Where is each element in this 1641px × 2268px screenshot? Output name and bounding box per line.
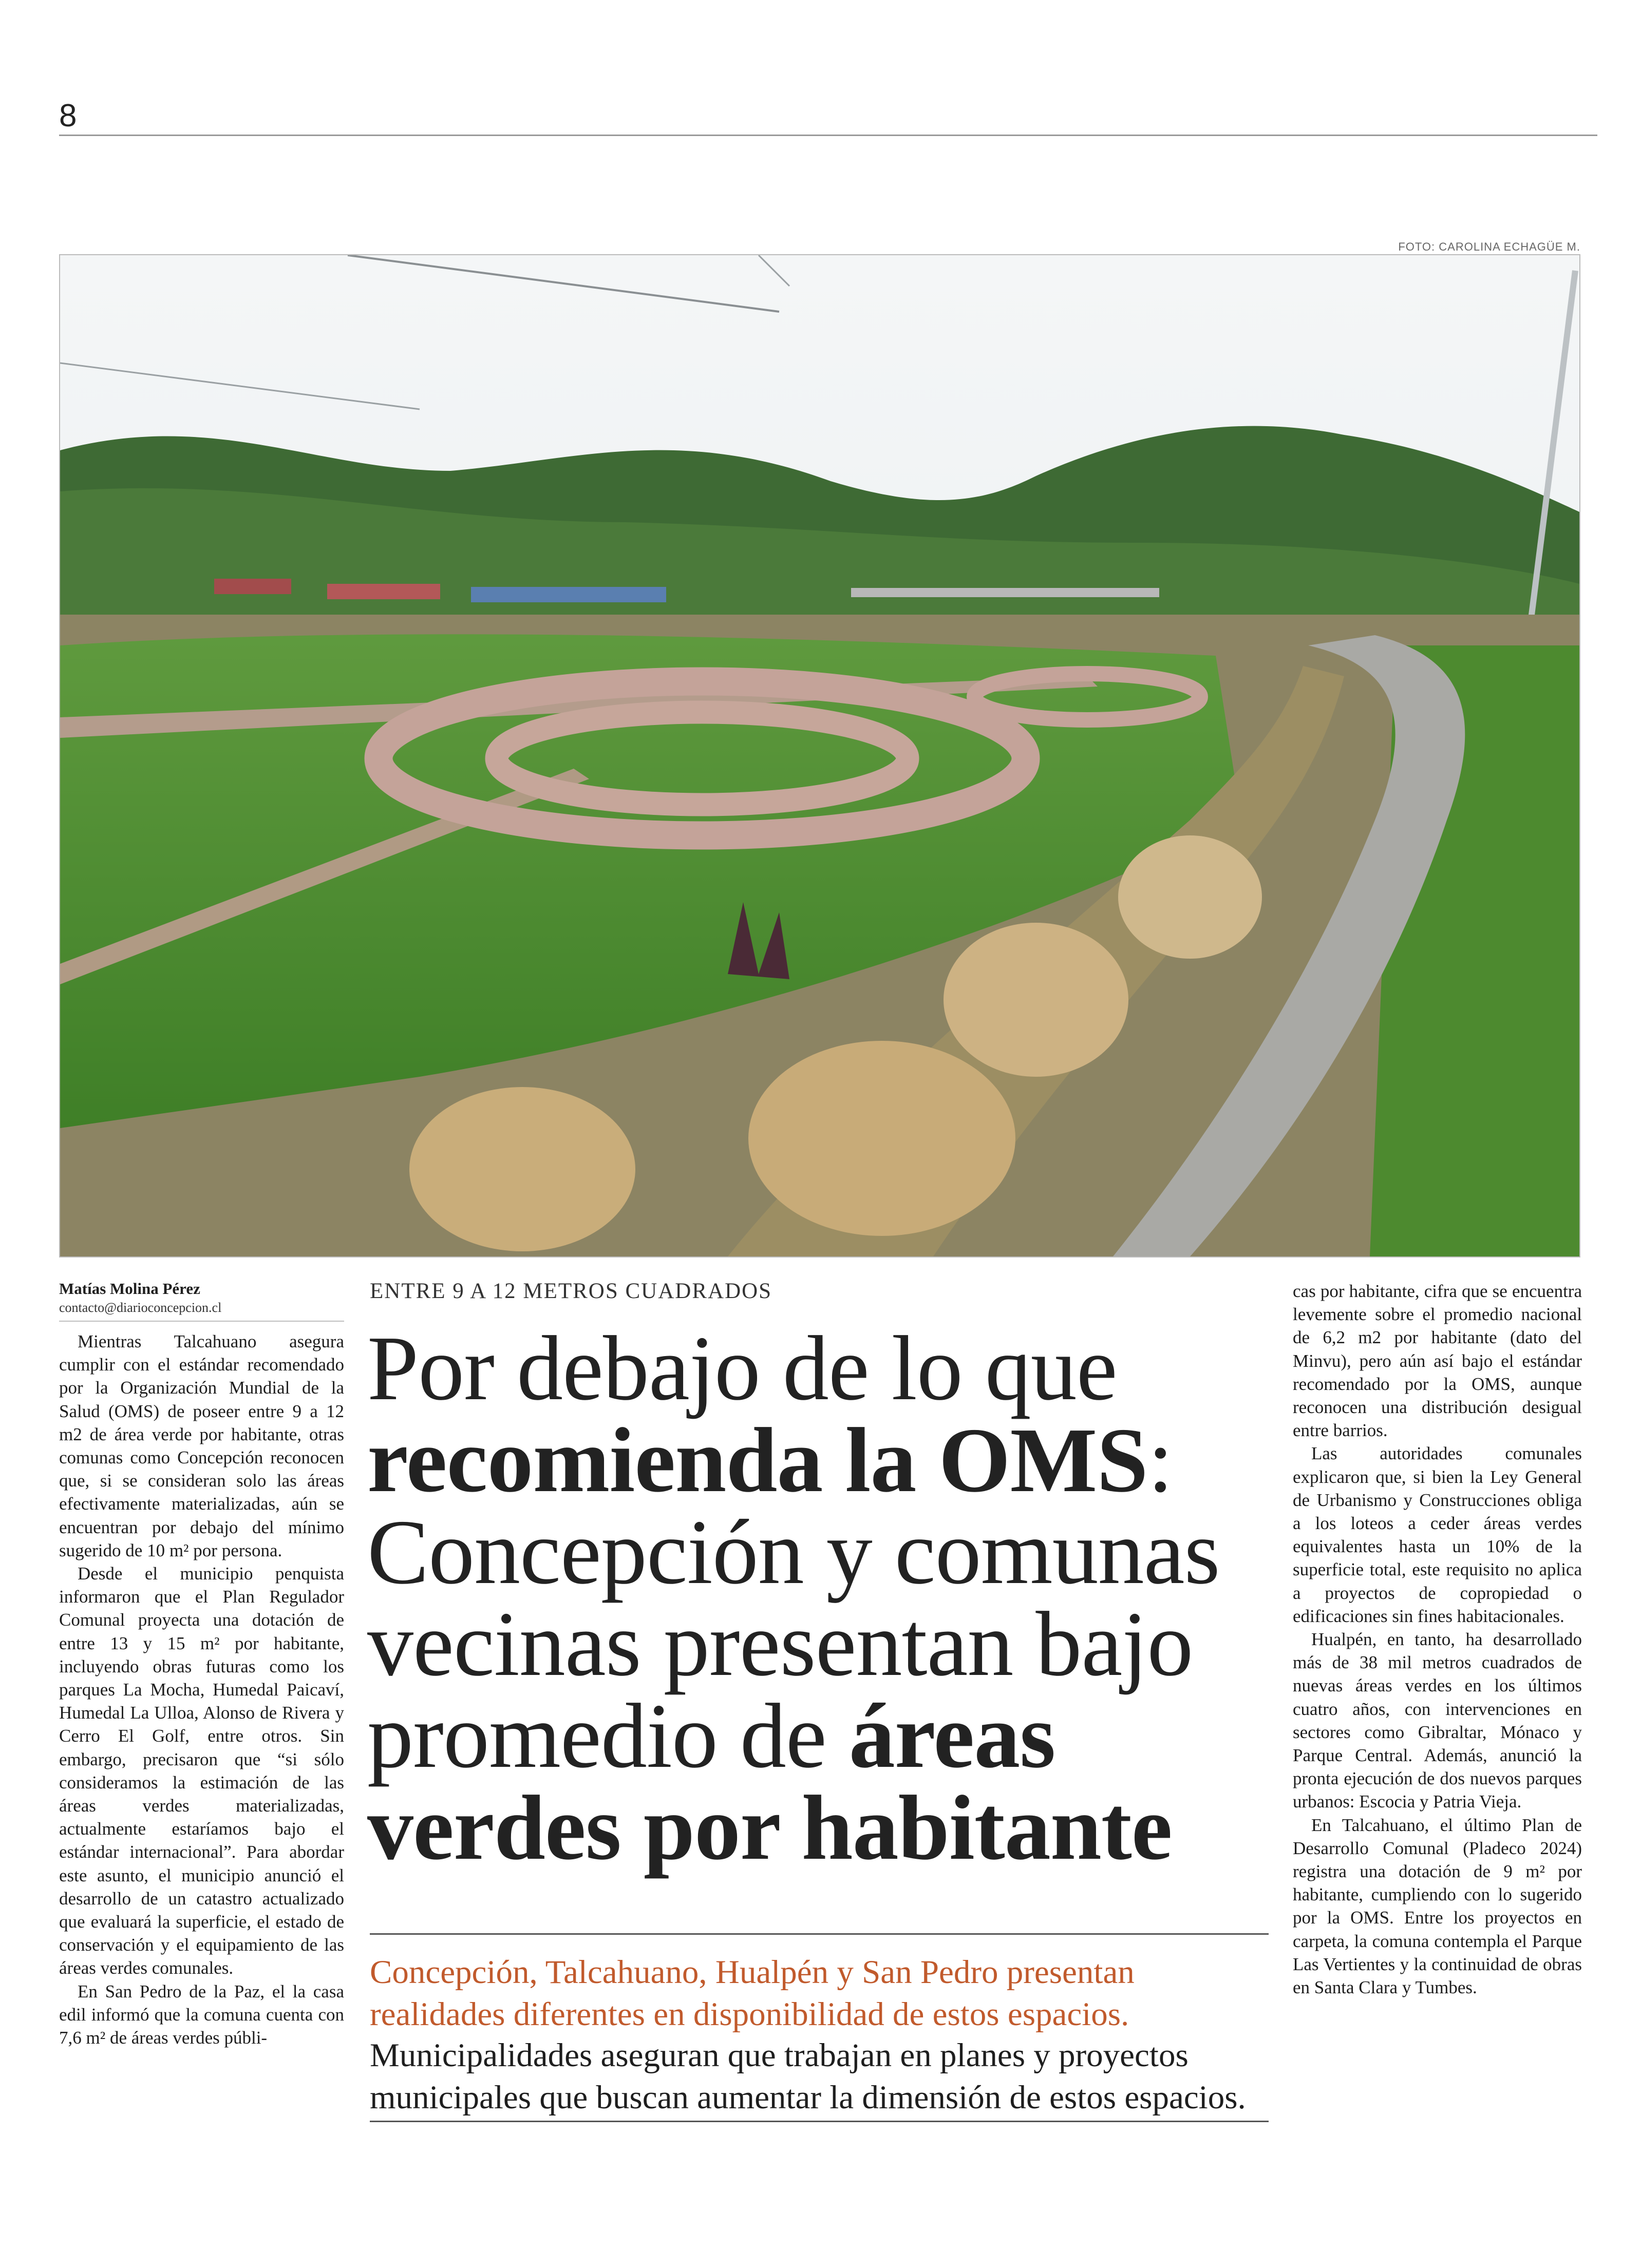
headline-line <box>367 1777 1271 1879</box>
kicker: ENTRE 9 A 12 METROS CUADRADOS <box>370 1279 772 1303</box>
headline-rule <box>370 1933 1269 1935</box>
page-number: 8 <box>59 98 77 134</box>
author-name: Matías Molina Pérez <box>59 1280 200 1298</box>
top-rule <box>59 135 1597 136</box>
headline-line: vecinas presentan bajo <box>367 1593 1193 1695</box>
right-paragraph: Las autoridades comunales explicaron que, si bien la Ley General de Urbanismo y Construcciones obliga a los loteos a ceder áreas verdes equivalentes hasta un 10% de la superficie total, este requisito no aplica a proyectos de copropiedad o edificaciones sin fines habitacionales. <box>1293 1443 1582 1626</box>
headline-line: Por debajo de lo que <box>367 1317 1117 1419</box>
left-paragraph: Desde el municipio penquista informaron que el Plan Regulador Comunal proyecta una dotación de entre 13 y 15 m² por habitante, incluyendo obras futuras como los parques La Mocha, Humedal Paicaví, Humedal La Ulloa, Alonso de Rivera y Cerro El Golf, entre otros. Sin embargo, precisaron que “si sólo consideramos la estimación de las áreas verdes materializadas, actualmente estaríamos bajo el estándar internacional”. Para abordar este asunto, el municipio anunció el desarrollo de un catastro actualizado que evaluará la superficie, el estado de conservación y el equipamiento de las áreas verdes comunales. <box>59 1564 344 1978</box>
left-paragraph: En San Pedro de la Paz, el la casa edil informó que la comuna cuenta con 7,6 m² de áreas verdes públi- <box>59 1981 344 2048</box>
right-paragraph: En Talcahuano, el último Plan de Desarrollo Comunal (Pladeco 2024) registra una dotación de 9 m² por habitante, cumpliendo con lo sugerido por la OMS. Entre los proyectos en carpeta, la comuna contempla el Parque Las Vertientes y la continuidad de obras en Santa Clara y Tumbes. <box>1293 1815 1582 1998</box>
headline-line: Concepción y comunas <box>367 1501 1220 1603</box>
headline-bold: áreas <box>848 1685 1055 1787</box>
headline-bold: recomienda la OMS <box>367 1409 1148 1511</box>
right-paragraph: Hualpén, en tanto, ha desarrollado más de 38 mil metros cuadrados de nuevas áreas verdes en los últimos cuatro años, con intervenciones en sectores como Gibraltar, Mónaco y Parque Central. Además, anunció la pronta ejecución de dos nuevos parques urbanos: Escocia y Patria Vieja. <box>1293 1629 1582 1812</box>
photo-park-image <box>60 255 1579 1256</box>
headline-line <box>367 1409 1271 1511</box>
headline-colon: : <box>1147 1409 1173 1511</box>
photo-credit: FOTO: CAROLINA ECHAGÜE M. <box>1398 240 1580 253</box>
author-email: contacto@diarioconcepcion.cl <box>59 1300 222 1315</box>
right-column <box>1293 1280 1582 1999</box>
headline-bold: verdes por habitante <box>367 1777 1172 1879</box>
lede-body: Municipalidades aseguran que trabajan en planes y proyectos municipales que buscan aumentar la dimensión de estos espacios. <box>370 2037 1246 2116</box>
headline-line <box>367 1685 1271 1787</box>
right-paragraph: cas por habitante, cifra que se encuentra levemente sobre el promedio nacional de 6,2 m2 por habitante (dato del Minvu), pero aún así bajo el estándar recomendado por la OMS, aunque reconocen una distribución desigual entre barrios. <box>1293 1281 1582 1441</box>
left-column <box>59 1330 344 2049</box>
lede-accent: Concepción, Talcahuano, Hualpén y San Pedro presentan realidades diferentes en disponibilidad de estos espacios. <box>370 1954 1135 2033</box>
headline <box>367 1317 1271 1879</box>
article-photo <box>59 254 1580 1257</box>
byline-divider <box>59 1321 344 1322</box>
lede-bottom-rule <box>370 2121 1269 2122</box>
headline-regular: promedio de <box>367 1685 849 1787</box>
left-paragraph: Mientras Talcahuano asegura cumplir con el estándar recomendado por la Organización Mundial de la Salud (OMS) de poseer entre 9 a 12 m2 de área verde por habitante, otras comunas como Concepción reconocen que, si se consideran solo las áreas efectivamente materializadas, aún se encuentran por debajo del mínimo sugerido de 10 m² por persona. <box>59 1331 344 1560</box>
